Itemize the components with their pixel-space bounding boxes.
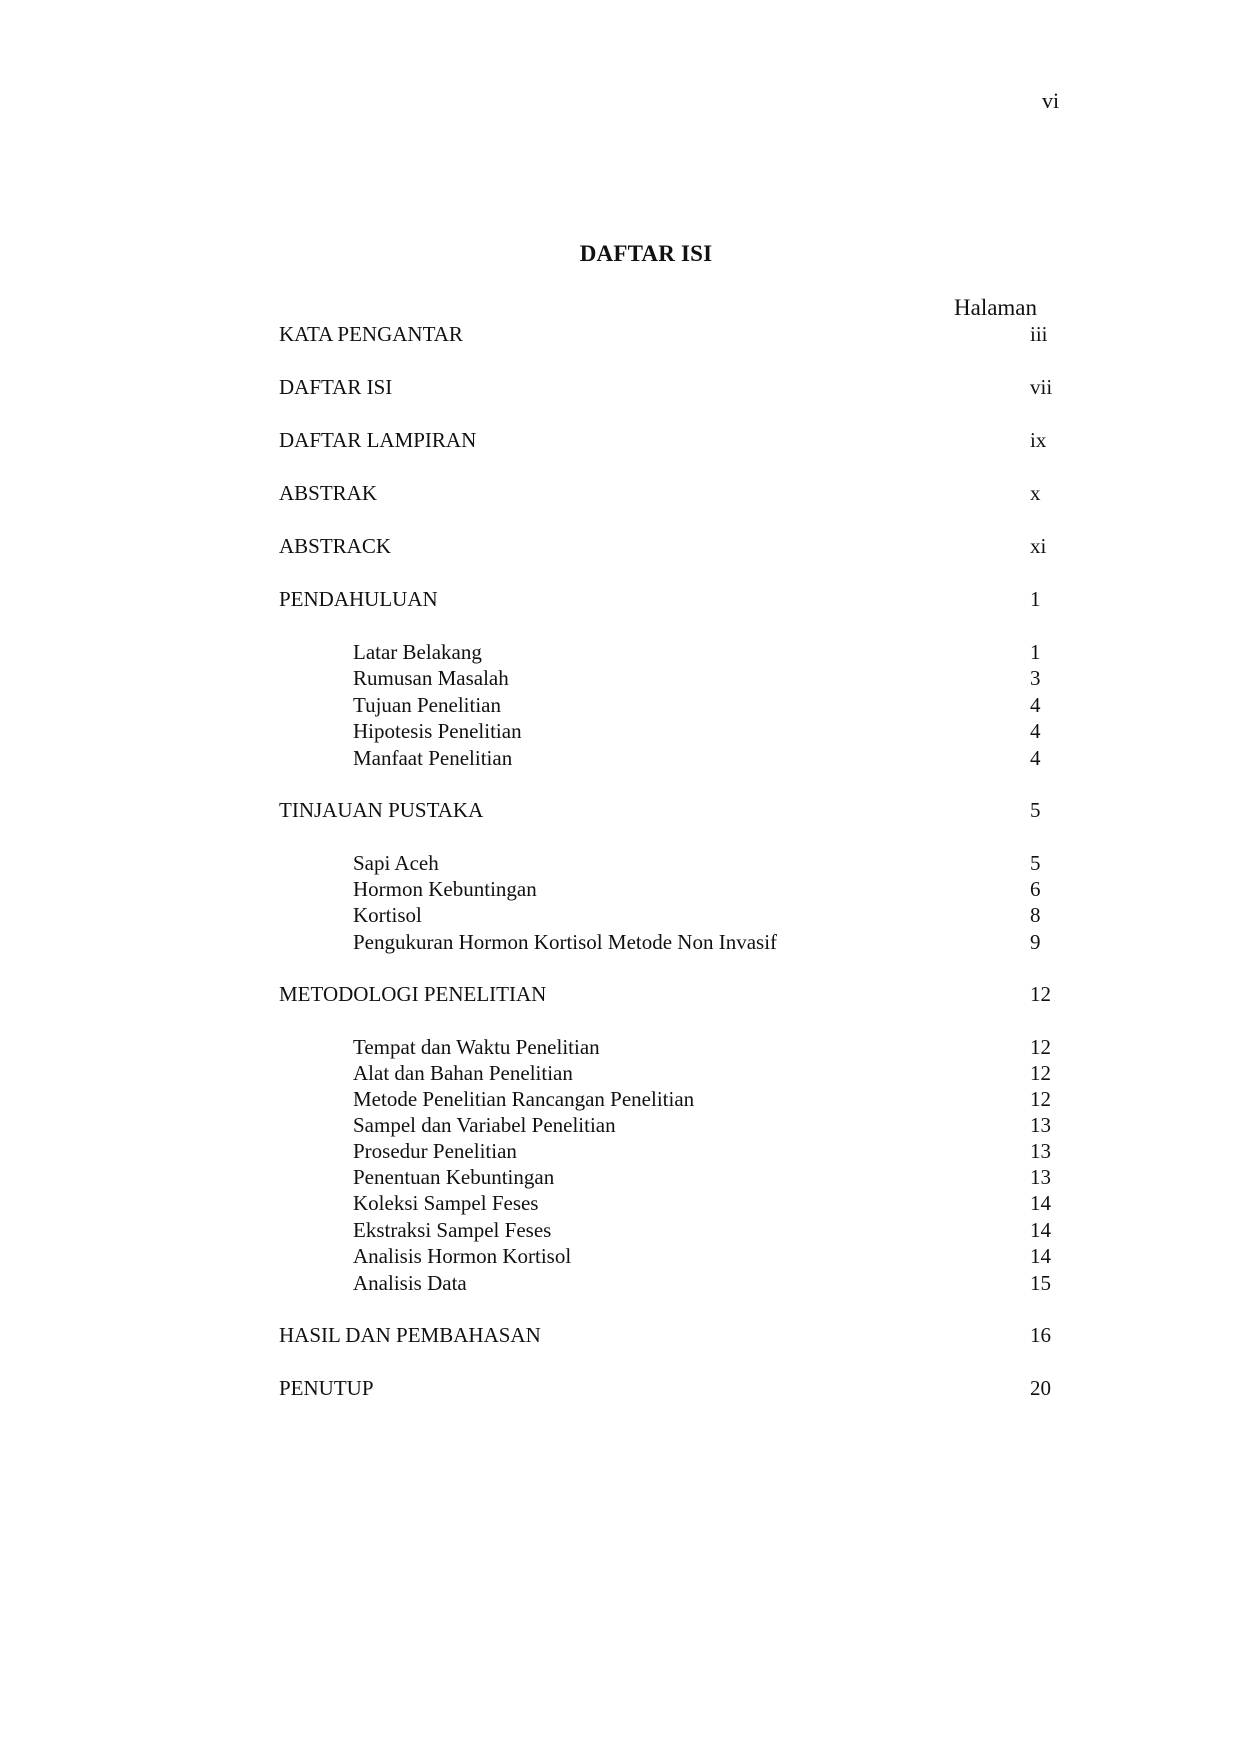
toc-entry-label: HASIL DAN PEMBAHASAN xyxy=(279,1323,541,1347)
toc-entry-label: Analisis Data xyxy=(353,1271,467,1295)
toc-entry-label: METODOLOGI PENELITIAN xyxy=(279,982,547,1006)
toc-entry-page: 14 xyxy=(1030,1191,1051,1215)
toc-entry-page: 12 xyxy=(1030,982,1051,1006)
toc-entry-page: vii xyxy=(1030,375,1053,399)
toc-entry-label: Hormon Kebuntingan xyxy=(353,877,537,901)
toc-entry-page: 13 xyxy=(1030,1165,1051,1189)
toc-entry-label: Analisis Hormon Kortisol xyxy=(353,1244,572,1268)
toc-entry-label: Tujuan Penelitian xyxy=(353,693,501,717)
toc-entry-page: 3 xyxy=(1030,666,1041,690)
toc-entry-label: Latar Belakang xyxy=(353,640,482,664)
toc-entry-label: Hipotesis Penelitian xyxy=(353,719,522,743)
toc-entry xyxy=(0,428,1242,454)
toc-entry xyxy=(0,903,1242,929)
toc-entry-label: DAFTAR ISI xyxy=(279,375,393,399)
toc-entry xyxy=(0,1087,1242,1113)
toc-entry-page: 12 xyxy=(1030,1035,1051,1059)
page-number: vi xyxy=(1042,88,1060,113)
toc-entry xyxy=(0,746,1242,772)
toc-entry-page: 9 xyxy=(1030,930,1041,954)
toc-entry xyxy=(0,1271,1242,1297)
toc-entry xyxy=(0,1113,1242,1139)
toc-entry-label: Kortisol xyxy=(353,903,422,927)
toc-entry-page: xi xyxy=(1030,534,1047,558)
toc-entry xyxy=(0,1165,1242,1191)
toc-entry-page: 14 xyxy=(1030,1244,1051,1268)
toc-entry xyxy=(0,640,1242,666)
toc-entry-label: Koleksi Sampel Feses xyxy=(353,1191,539,1215)
toc-entry xyxy=(0,1035,1242,1061)
toc-entry xyxy=(0,877,1242,903)
toc-entry xyxy=(0,982,1242,1008)
toc-entry-page: 5 xyxy=(1030,798,1041,822)
toc-entry-page: 5 xyxy=(1030,851,1041,875)
toc-entry-page: 13 xyxy=(1030,1139,1051,1163)
toc-entry-page: 8 xyxy=(1030,903,1041,927)
toc-entry-page: 13 xyxy=(1030,1113,1051,1137)
toc-entry-page: 4 xyxy=(1030,693,1041,717)
toc-entry xyxy=(0,930,1242,956)
page-title: DAFTAR ISI xyxy=(579,241,713,266)
toc-entry-page: ix xyxy=(1030,428,1047,452)
toc-entry-label: PENDAHULUAN xyxy=(279,587,438,611)
toc-entry xyxy=(0,375,1242,401)
toc-entry-label: Prosedur Penelitian xyxy=(353,1139,517,1163)
toc-entry xyxy=(0,798,1242,824)
toc-entry xyxy=(0,666,1242,692)
toc-entry xyxy=(0,1244,1242,1270)
toc-entry-label: PENUTUP xyxy=(279,1376,374,1400)
toc-entry xyxy=(0,587,1242,613)
toc-entry xyxy=(0,1061,1242,1087)
toc-entry-page: 1 xyxy=(1030,587,1041,611)
toc-entry-label: ABSTRAK xyxy=(279,481,378,505)
toc-entry xyxy=(0,693,1242,719)
toc-entry-page: 4 xyxy=(1030,746,1041,770)
toc-entry-label: Penentuan Kebuntingan xyxy=(353,1165,555,1189)
toc-entry-label: KATA PENGANTAR xyxy=(279,322,463,346)
toc-entry-label: Pengukuran Hormon Kortisol Metode Non Invasif xyxy=(353,930,778,954)
toc-entry-label: Ekstraksi Sampel Feses xyxy=(353,1218,552,1242)
toc-entry xyxy=(0,851,1242,877)
toc-entry-label: Manfaat Penelitian xyxy=(353,746,513,770)
toc-entry-page: 12 xyxy=(1030,1061,1051,1085)
toc-entry-page: x xyxy=(1030,481,1041,505)
toc-entry xyxy=(0,1139,1242,1165)
toc-entry-page: 16 xyxy=(1030,1323,1051,1347)
toc-entry-page: 6 xyxy=(1030,877,1041,901)
toc-entry xyxy=(0,1376,1242,1402)
toc-entry xyxy=(0,1218,1242,1244)
toc-entry-label: TINJAUAN PUSTAKA xyxy=(279,798,484,822)
toc-entry xyxy=(0,1323,1242,1349)
toc-entry xyxy=(0,322,1242,348)
toc-entry-page: iii xyxy=(1030,322,1048,346)
toc-entry-label: Tempat dan Waktu Penelitian xyxy=(353,1035,600,1059)
toc-entry-label: DAFTAR LAMPIRAN xyxy=(279,428,477,452)
toc-entry-page: 12 xyxy=(1030,1087,1051,1111)
toc-entry-page: 15 xyxy=(1030,1271,1051,1295)
toc-entry xyxy=(0,481,1242,507)
toc-entry-page: 14 xyxy=(1030,1218,1051,1242)
toc-entry-page: 4 xyxy=(1030,719,1041,743)
toc-entry-label: ABSTRACK xyxy=(279,534,392,558)
toc-entry-page: 20 xyxy=(1030,1376,1051,1400)
toc-entry xyxy=(0,1191,1242,1217)
toc-entry-page: 1 xyxy=(1030,640,1041,664)
toc-entry-label: Sapi Aceh xyxy=(353,851,439,875)
toc-entry-label: Alat dan Bahan Penelitian xyxy=(353,1061,573,1085)
toc-entry-label: Rumusan Masalah xyxy=(353,666,509,690)
toc-entry xyxy=(0,719,1242,745)
toc-entry-label: Sampel dan Variabel Penelitian xyxy=(353,1113,616,1137)
toc-entry-label: Metode Penelitian Rancangan Penelitian xyxy=(353,1087,695,1111)
toc-entry xyxy=(0,534,1242,560)
page-column-header: Halaman xyxy=(954,295,1038,320)
